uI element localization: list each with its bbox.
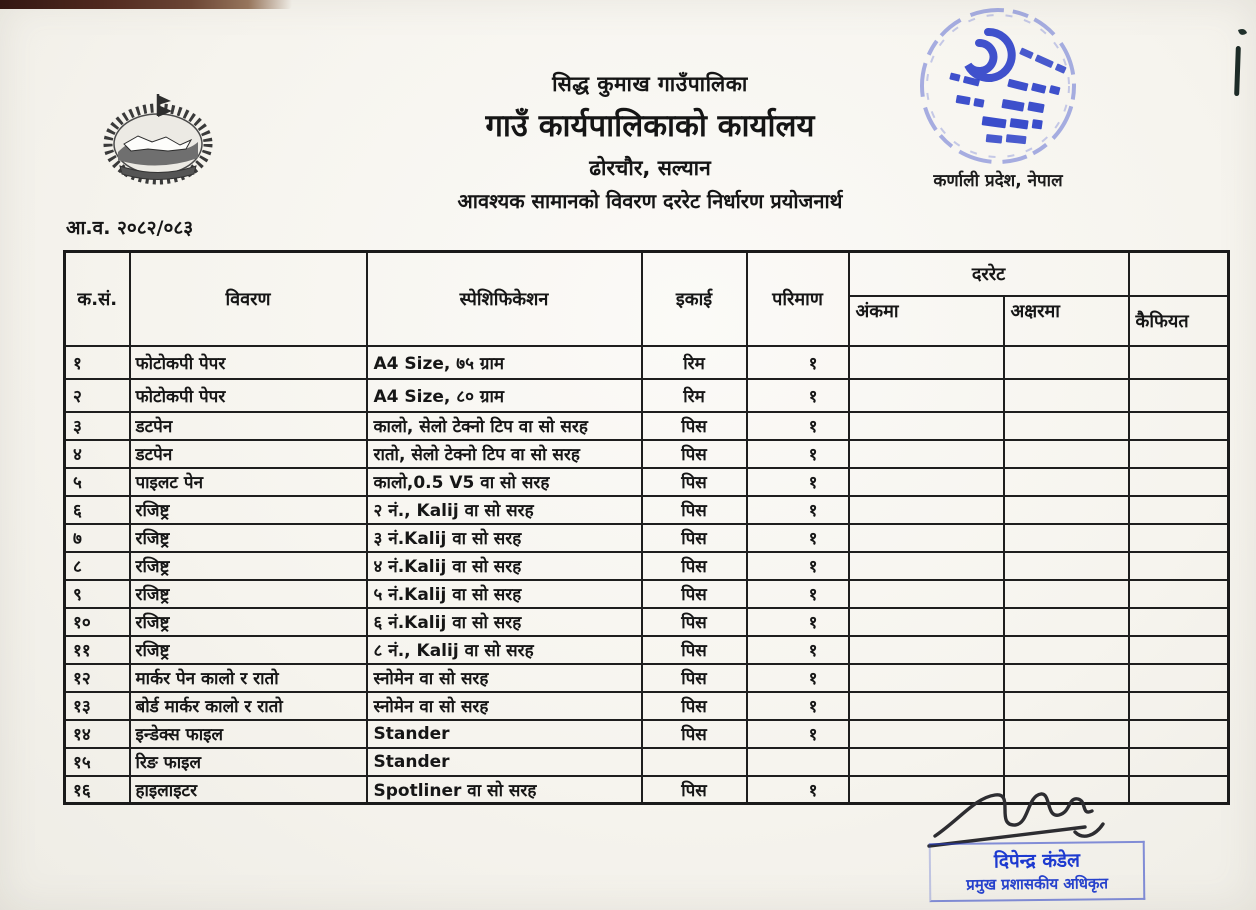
cell-quantity: १ [747,379,849,412]
cell-description: पाइलट पेन [130,468,367,496]
cell-quantity: १ [747,346,849,379]
table-body [65,346,1229,804]
cell-unit: पिस [642,692,747,720]
cell-rate-words [1004,412,1129,440]
cell-rate-figures [849,346,1004,379]
cell-remarks [1129,692,1229,720]
table-row [65,496,1229,524]
cell-unit: पिस [642,636,747,664]
cell-rate-words [1004,440,1129,468]
cell-description: रजिष्ट्र [130,524,367,552]
cell-sn: १५ [65,748,130,776]
cell-specification: स्नोमेन वा सो सरह [367,692,642,720]
cell-rate-figures [849,552,1004,580]
cell-remarks [1129,580,1229,608]
cell-remarks [1129,664,1229,692]
cell-description: रिङ फाइल [130,748,367,776]
cell-rate-words [1004,608,1129,636]
cell-rate-words [1004,346,1129,379]
table-row [65,468,1229,496]
cell-unit: पिस [642,608,747,636]
cell-description: डटपेन [130,412,367,440]
handwritten-signature [927,784,1127,850]
cell-rate-words [1004,720,1129,748]
cell-remarks [1129,720,1229,748]
cell-description: रजिष्ट्र [130,636,367,664]
document-subject: आवश्यक सामानको विवरण दररेट निर्धारण प्रयोजनार्थ [457,189,843,213]
cell-specification: २ नं., Kalij वा सो सरह [367,496,642,524]
cell-unit: पिस [642,468,747,496]
cell-sn: ८ [65,552,130,580]
cell-sn: ७ [65,524,130,552]
cell-rate-figures [849,440,1004,468]
cell-description: रजिष्ट्र [130,552,367,580]
cell-rate-words [1004,580,1129,608]
cell-unit: पिस [642,776,747,804]
cell-rate-words [1004,664,1129,692]
cell-sn: १३ [65,692,130,720]
nepal-emblem-logo [98,86,218,194]
cell-sn: १ [65,346,130,379]
cell-quantity: १ [747,720,849,748]
cell-quantity: १ [747,692,849,720]
cell-description: डटपेन [130,440,367,468]
cell-description: इन्डेक्स फाइल [130,720,367,748]
cell-quantity: १ [747,664,849,692]
cell-sn: ६ [65,496,130,524]
cell-specification: ८ नं., Kalij वा सो सरह [367,636,642,664]
pen-mark-artifact [1226,26,1254,110]
table-row [65,412,1229,440]
cell-rate-figures [849,496,1004,524]
cell-remarks [1129,346,1229,379]
cell-specification: Spotliner वा सो सरह [367,776,642,804]
cell-description: हाइलाइटर [130,776,367,804]
cell-rate-figures [849,748,1004,776]
col-header-description: विवरण [130,252,367,346]
cell-specification: Stander [367,720,642,748]
cell-quantity: १ [747,580,849,608]
cell-unit: पिस [642,524,747,552]
cell-rate-words [1004,552,1129,580]
cell-quantity: १ [747,524,849,552]
cell-remarks [1129,748,1229,776]
cell-remarks [1129,468,1229,496]
cell-description: रजिष्ट्र [130,496,367,524]
table-row [65,692,1229,720]
cell-sn: ३ [65,412,130,440]
cell-rate-figures [849,664,1004,692]
cell-specification: Stander [367,748,642,776]
cell-rate-figures [849,524,1004,552]
round-stamp-icon [890,6,1106,168]
table-row [65,552,1229,580]
cell-sn: १४ [65,720,130,748]
cell-rate-figures [849,720,1004,748]
col-header-unit: इकाई [642,252,747,346]
cell-description: रजिष्ट्र [130,580,367,608]
cell-specification: A4 Size, ७५ ग्राम [367,346,642,379]
cell-rate-figures [849,636,1004,664]
cell-quantity: १ [747,496,849,524]
cell-sn: ५ [65,468,130,496]
fiscal-year-label: आ.व. २०८२/०८३ [66,217,194,239]
cell-quantity: १ [747,412,849,440]
cell-remarks [1129,636,1229,664]
cell-rate-words [1004,692,1129,720]
cell-sn: ४ [65,440,130,468]
cell-sn: १२ [65,664,130,692]
cell-remarks [1129,496,1229,524]
table-row [65,636,1229,664]
cell-sn: ९ [65,580,130,608]
cell-description: मार्कर पेन कालो र रातो [130,664,367,692]
cell-quantity: १ [747,636,849,664]
cell-quantity: १ [747,608,849,636]
cell-quantity: १ [747,440,849,468]
cell-rate-words [1004,524,1129,552]
col-header-rate-figures: अंकमा [849,296,1004,346]
table-row [65,608,1229,636]
letterhead [380,70,920,214]
cell-specification: ५ नं.Kalij वा सो सरह [367,580,642,608]
municipality-name: सिद्ध कुमाख गाउँपालिका [552,72,748,96]
col-header-sn: क.सं. [65,252,130,346]
office-name: गाउँ कार्यपालिकाको कार्यालय [485,108,815,144]
cell-specification: ६ नं.Kalij वा सो सरह [367,608,642,636]
cell-specification: कालो,0.5 V5 वा सो सरह [367,468,642,496]
cell-sn: २ [65,379,130,412]
office-stamp-block [890,6,1106,191]
cell-rate-figures [849,412,1004,440]
cell-quantity: १ [747,552,849,580]
cell-specification: ४ नं.Kalij वा सो सरह [367,552,642,580]
cell-unit: पिस [642,664,747,692]
table-header [65,252,1229,346]
cell-description: फोटोकपी पेपर [130,379,367,412]
cell-unit [642,748,747,776]
cell-quantity: १ [747,776,849,804]
cell-sn: १६ [65,776,130,804]
scan-edge-artifact [0,0,292,9]
cell-rate-figures [849,468,1004,496]
cell-rate-figures [849,608,1004,636]
cell-remarks [1129,776,1229,804]
cell-rate-figures [849,692,1004,720]
table-row [65,664,1229,692]
office-address: ढोरचौर, सल्यान [589,156,711,180]
col-header-specification: स्पेशिफिकेशन [367,252,642,346]
table-row [65,346,1229,379]
table-row [65,748,1229,776]
cell-specification: A4 Size, ८० ग्राम [367,379,642,412]
cell-quantity: १ [747,468,849,496]
signatory-stamp [929,841,1146,902]
cell-unit: रिम [642,346,747,379]
cell-rate-figures [849,379,1004,412]
cell-description: फोटोकपी पेपर [130,346,367,379]
signatory-name: दिपेन्द्र कंडेल [993,849,1081,873]
col-header-rate-group: दररेट [849,252,1129,296]
cell-specification: ३ नं.Kalij वा सो सरह [367,524,642,552]
stamp-caption: कर्णाली प्रदेश, नेपाल [933,171,1063,191]
table-row [65,379,1229,412]
cell-rate-words [1004,468,1129,496]
cell-rate-words [1004,379,1129,412]
cell-unit: पिस [642,412,747,440]
cell-remarks [1129,412,1229,440]
table-row [65,524,1229,552]
cell-description: बोर्ड मार्कर कालो र रातो [130,692,367,720]
col-header-quantity: परिमाण [747,252,849,346]
cell-unit: पिस [642,440,747,468]
table-row [65,580,1229,608]
col-header-remarks-spacer [1129,252,1229,296]
cell-unit: पिस [642,580,747,608]
cell-unit: पिस [642,720,747,748]
cell-rate-figures [849,580,1004,608]
cell-quantity [747,748,849,776]
cell-specification: कालो, सेलो टेक्नो टिप वा सो सरह [367,412,642,440]
cell-specification: स्नोमेन वा सो सरह [367,664,642,692]
cell-unit: पिस [642,496,747,524]
cell-unit: रिम [642,379,747,412]
cell-sn: १० [65,608,130,636]
cell-specification: रातो, सेलो टेक्नो टिप वा सो सरह [367,440,642,468]
cell-sn: ११ [65,636,130,664]
materials-rate-table [63,250,1230,805]
signatory-title: प्रमुख प्रशासकीय अधिकृत [966,874,1109,894]
cell-rate-words [1004,748,1129,776]
cell-remarks [1129,524,1229,552]
cell-description: रजिष्ट्र [130,608,367,636]
table-row [65,720,1229,748]
cell-rate-words [1004,496,1129,524]
cell-remarks [1129,379,1229,412]
col-header-rate-words: अक्षरमा [1004,296,1129,346]
table-row [65,440,1229,468]
col-header-remarks: कैफियत [1129,296,1229,346]
cell-remarks [1129,552,1229,580]
cell-remarks [1129,440,1229,468]
cell-remarks [1129,608,1229,636]
cell-unit: पिस [642,552,747,580]
cell-rate-words [1004,636,1129,664]
